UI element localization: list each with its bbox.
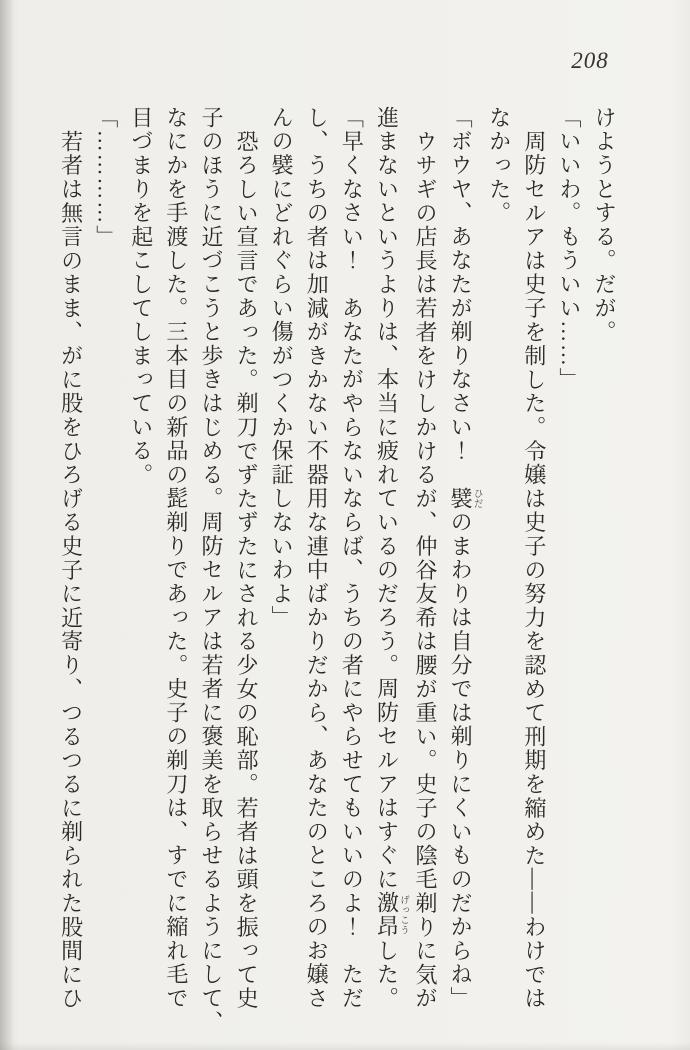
- text-line: 若者は無言のまま、がに股をひろげる史子に近寄り、つるつるに剃られた股間にひ: [58, 129, 84, 1011]
- text-line: 子のほうに近づこうと歩きはじめる。周防セルアは若者に褒美を取らせるようにして、: [198, 106, 224, 1035]
- text-line: けようとする。だが。: [592, 106, 617, 344]
- text-line: 「早くなさい！ あなたがやらないならば、うちの者にやらせてもいいのよ！ ただ: [339, 106, 365, 1011]
- text-line: なかった。: [486, 106, 512, 225]
- text-line: 「…………」: [93, 106, 119, 249]
- text-line: ウサギの店長は若者をけしかけるが、仲谷友希は腰が重い。史子の陰毛剃りに気が: [413, 129, 439, 1011]
- text-line: し、うちの者は加減がきかない不器用な連中ばかりだから、あなたのところのお嬢さ: [304, 106, 330, 1011]
- text-line: なにかを手渡した。三本目の新品の髭剃りであった。史子の剃刀は、すでに縮れ毛で: [163, 106, 189, 1011]
- text-line: 進まないというよりは、本当に疲れているのだろう。周防セルアはすぐに激昂げっこうした。: [374, 106, 408, 1011]
- vertical-text-block: [58, 106, 622, 1035]
- page-number: 208: [571, 48, 609, 73]
- text-line: 「いいわ。もういい……」: [556, 106, 582, 392]
- page-binding-shadow: [0, 0, 14, 1050]
- furigana: ひだ: [471, 486, 482, 511]
- ruby-annotated-word: 激昂げっこう: [374, 891, 408, 940]
- text-line: 周防セルアは史子を制した。令嬢は史子の努力を認めて刑期を縮めた――わけでは: [521, 129, 547, 1011]
- page-bottom-shadow: [0, 1042, 690, 1050]
- ruby-annotated-word: 襞ひだ: [448, 486, 482, 511]
- text-line: 目づまりを起こしてしまっている。: [128, 106, 154, 487]
- furigana: げっこう: [397, 891, 408, 939]
- text-line: んの襞にどれぐらい傷がつくか保証しないわよ」: [269, 106, 295, 630]
- text-line: 恐ろしい宣言であった。剃刀でずたずたにされる少女の恥部。若者は頭を振って史: [234, 129, 260, 1011]
- text-line: 「ボウヤ、あなたが剃りなさい！ 襞ひだのまわりは自分では剃りにくいものだからね」: [448, 106, 482, 1011]
